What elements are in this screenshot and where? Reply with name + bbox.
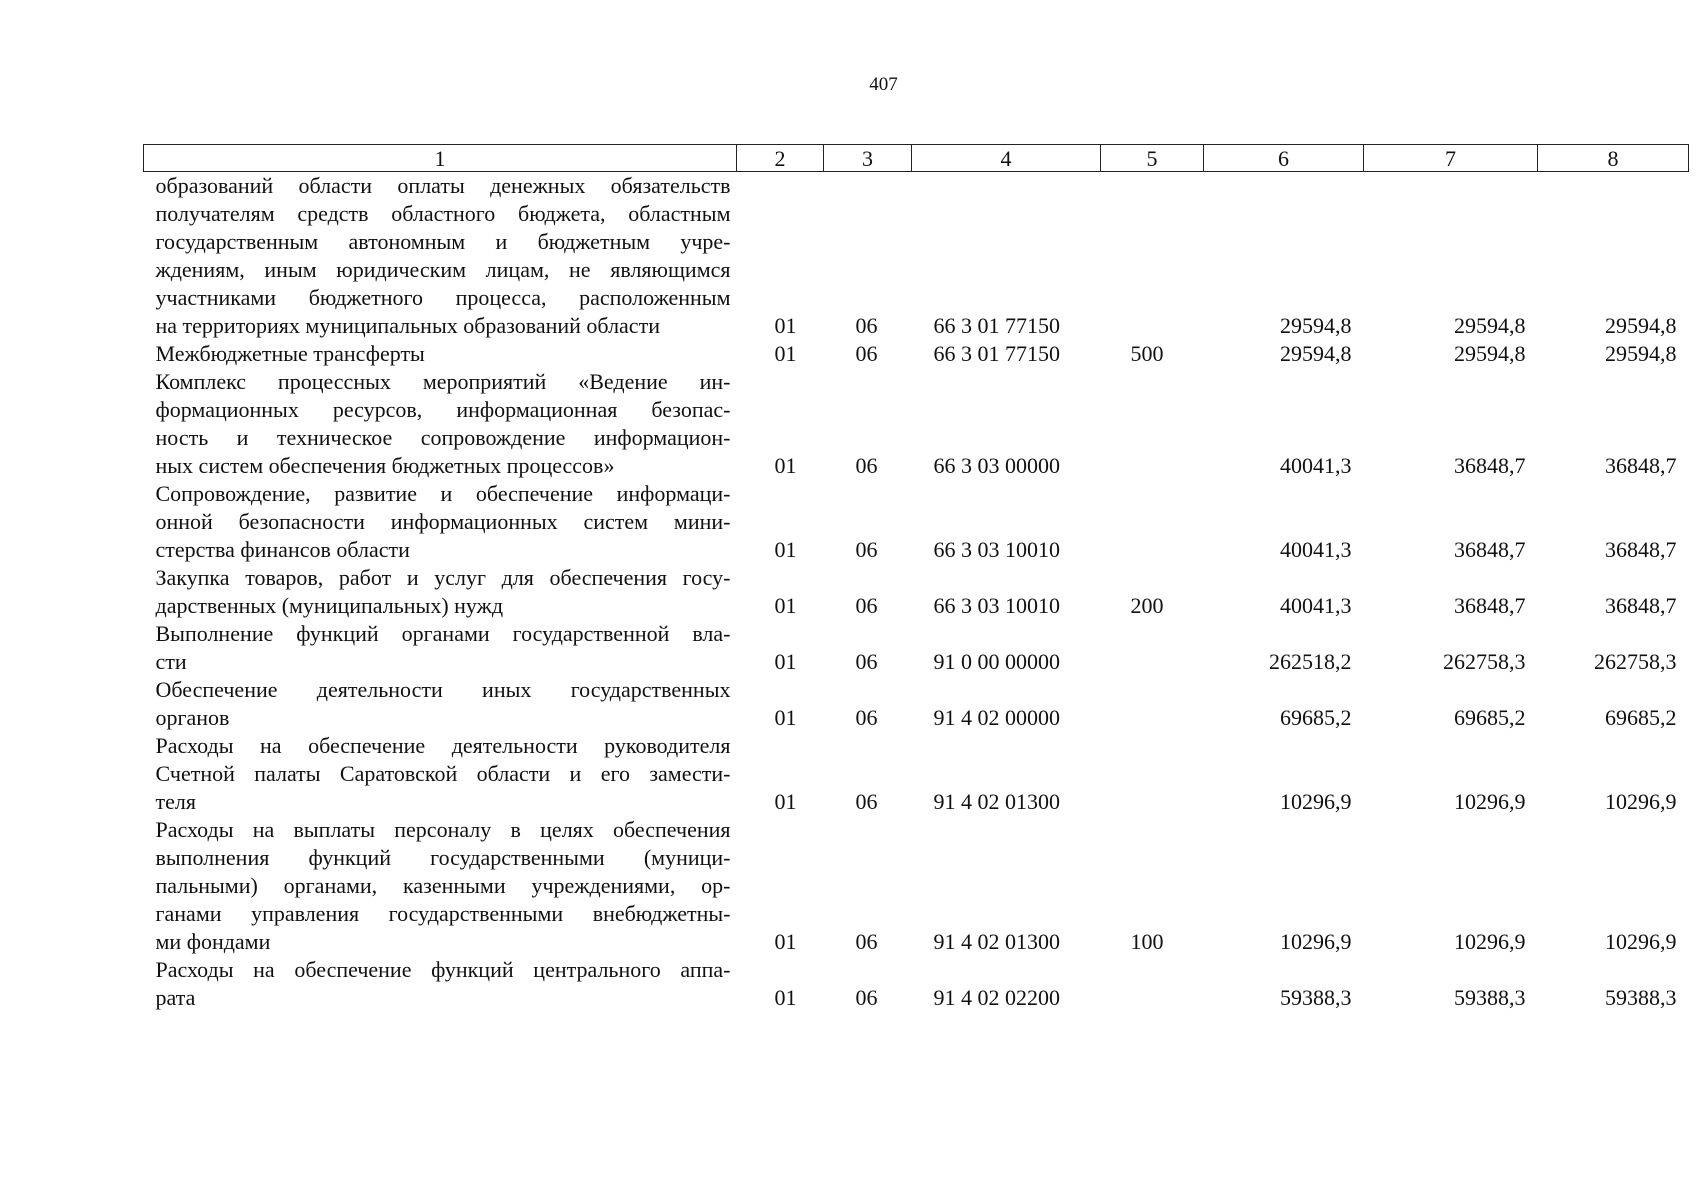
row-name-line: теля	[155, 789, 196, 814]
row-name	[144, 480, 737, 564]
expense-type-code	[1101, 620, 1204, 676]
row-name-line: получателям средств областного бюджета, областным	[155, 201, 731, 226]
table-header	[144, 145, 1689, 172]
amount-year-3: 262758,3	[1594, 649, 1677, 674]
amount-year-3: 10296,9	[1605, 929, 1677, 954]
amount-year-3: 29594,8	[1605, 313, 1677, 338]
row-name-line: участниками бюджетного процесса, расположенным	[155, 285, 731, 310]
row-name-line: рата	[155, 985, 196, 1010]
expense-type-code	[1101, 368, 1204, 480]
amount-year-3: 10296,9	[1605, 789, 1677, 814]
row-name-line: Комплекс процессных мероприятий «Ведение ин-	[155, 369, 731, 394]
header-col-3: 3	[824, 145, 912, 172]
section-code: 01	[774, 649, 797, 674]
subsection-code: 06	[855, 593, 878, 618]
expense-type-code: 500	[1130, 341, 1164, 366]
row-name	[144, 564, 737, 620]
amount-year-1: 10296,9	[1280, 789, 1352, 814]
target-article-code: 66 3 03 00000	[933, 453, 1060, 478]
table-body	[144, 172, 1689, 1013]
expense-type-code	[1101, 172, 1204, 341]
header-col-8: 8	[1538, 145, 1689, 172]
amount-year-1: 40041,3	[1280, 537, 1352, 562]
table-row	[144, 340, 1689, 368]
row-name-line: образований области оплаты денежных обязательств	[155, 173, 731, 198]
amount-year-1: 29594,8	[1280, 341, 1352, 366]
amount-year-1: 262518,2	[1269, 649, 1352, 674]
target-article-code: 91 4 02 01300	[933, 789, 1060, 814]
row-name	[144, 368, 737, 480]
row-name-line: Закупка товаров, работ и услуг для обеспечения госу-	[155, 565, 731, 590]
target-article-code: 66 3 03 10010	[933, 593, 1060, 618]
table-row	[144, 956, 1689, 1012]
row-name-line: Счетной палаты Саратовской области и его замести-	[155, 761, 731, 786]
subsection-code: 06	[855, 313, 878, 338]
row-name-line: стерства финансов области	[155, 537, 410, 562]
section-code: 01	[774, 313, 797, 338]
subsection-code: 06	[855, 453, 878, 478]
section-code: 01	[774, 593, 797, 618]
section-code: 01	[774, 341, 797, 366]
row-name-line: дарственных (муниципальных) нужд	[155, 593, 504, 618]
row-name-line: на территориях муниципальных образований области	[155, 313, 660, 338]
amount-year-3: 59388,3	[1605, 985, 1677, 1010]
amount-year-3: 29594,8	[1605, 341, 1677, 366]
subsection-code: 06	[855, 929, 878, 954]
section-code: 01	[774, 537, 797, 562]
table-row	[144, 172, 1689, 341]
header-col-4: 4	[912, 145, 1101, 172]
row-name	[144, 172, 737, 341]
table-row	[144, 676, 1689, 732]
row-name-line: формационных ресурсов, информационная безопас-	[155, 397, 731, 422]
row-name-line: органов	[155, 705, 230, 730]
amount-year-2: 36848,7	[1454, 593, 1526, 618]
subsection-code: 06	[855, 341, 878, 366]
row-name-line: ных систем обеспечения бюджетных процессов»	[155, 453, 615, 478]
page-number: 407	[869, 74, 898, 95]
row-name-line: ность и техническое сопровождение информацион-	[155, 425, 731, 450]
subsection-code: 06	[855, 985, 878, 1010]
row-name-line: ганами управления государственными внебюджетны-	[155, 901, 731, 926]
header-col-2: 2	[737, 145, 824, 172]
expense-type-code	[1101, 676, 1204, 732]
row-name-line: государственным автономным и бюджетным учре-	[155, 229, 731, 254]
row-name-line: выполнения функций государственными (муници-	[155, 845, 731, 870]
subsection-code: 06	[855, 705, 878, 730]
row-name-line: Обеспечение деятельности иных государственных	[155, 677, 731, 702]
amount-year-2: 29594,8	[1454, 313, 1526, 338]
row-name-line: сти	[155, 649, 187, 674]
row-name-line: Сопровождение, развитие и обеспечение информаци-	[155, 481, 731, 506]
header-col-1: 1	[144, 145, 737, 172]
section-code: 01	[774, 453, 797, 478]
expense-type-code	[1101, 732, 1204, 816]
section-code: 01	[774, 789, 797, 814]
row-name	[144, 340, 737, 368]
subsection-code: 06	[855, 649, 878, 674]
amount-year-2: 36848,7	[1454, 537, 1526, 562]
target-article-code: 66 3 01 77150	[933, 313, 1060, 338]
row-name	[144, 676, 737, 732]
row-name	[144, 816, 737, 956]
row-name-line: онной безопасности информационных систем мини-	[155, 509, 731, 534]
target-article-code: 91 4 02 01300	[933, 929, 1060, 954]
row-name-line: Расходы на обеспечение функций центрального аппа-	[155, 957, 731, 982]
row-name-line: ми фондами	[155, 929, 271, 954]
amount-year-3: 36848,7	[1605, 593, 1677, 618]
amount-year-3: 69685,2	[1605, 705, 1677, 730]
amount-year-1: 59388,3	[1280, 985, 1352, 1010]
amount-year-1: 40041,3	[1280, 593, 1352, 618]
target-article-code: 91 4 02 02200	[933, 985, 1060, 1010]
budget-table	[143, 144, 1689, 1012]
row-name-line: Выполнение функций органами государственной вла-	[155, 621, 731, 646]
row-name-line: пальными) органами, казенными учреждениями, ор-	[155, 873, 731, 898]
expense-type-code	[1101, 956, 1204, 1012]
section-code: 01	[774, 929, 797, 954]
amount-year-2: 29594,8	[1454, 341, 1526, 366]
row-name	[144, 620, 737, 676]
amount-year-1: 69685,2	[1280, 705, 1352, 730]
table-row	[144, 732, 1689, 816]
section-code: 01	[774, 985, 797, 1010]
target-article-code: 66 3 03 10010	[933, 537, 1060, 562]
subsection-code: 06	[855, 537, 878, 562]
amount-year-1: 29594,8	[1280, 313, 1352, 338]
header-col-7: 7	[1364, 145, 1538, 172]
amount-year-2: 59388,3	[1454, 985, 1526, 1010]
amount-year-1: 10296,9	[1280, 929, 1352, 954]
expense-type-code	[1101, 480, 1204, 564]
amount-year-2: 69685,2	[1454, 705, 1526, 730]
row-name-line: Расходы на выплаты персоналу в целях обеспечения	[155, 817, 731, 842]
row-name	[144, 956, 737, 1012]
table-row	[144, 564, 1689, 620]
amount-year-3: 36848,7	[1605, 537, 1677, 562]
amount-year-1: 40041,3	[1280, 453, 1352, 478]
subsection-code: 06	[855, 789, 878, 814]
row-name-line: ждениям, иным юридическим лицам, не являющимся	[155, 257, 731, 282]
amount-year-2: 10296,9	[1454, 789, 1526, 814]
table-row	[144, 620, 1689, 676]
row-name-line: Межбюджетные трансферты	[155, 341, 425, 366]
section-code: 01	[774, 705, 797, 730]
table-row	[144, 368, 1689, 480]
header-col-6: 6	[1204, 145, 1364, 172]
expense-type-code: 200	[1130, 593, 1164, 618]
header-col-5: 5	[1101, 145, 1204, 172]
row-name	[144, 732, 737, 816]
target-article-code: 91 0 00 00000	[933, 649, 1060, 674]
amount-year-3: 36848,7	[1605, 453, 1677, 478]
amount-year-2: 10296,9	[1454, 929, 1526, 954]
target-article-code: 66 3 01 77150	[933, 341, 1060, 366]
table-row	[144, 480, 1689, 564]
amount-year-2: 36848,7	[1454, 453, 1526, 478]
expense-type-code: 100	[1130, 929, 1164, 954]
amount-year-2: 262758,3	[1443, 649, 1526, 674]
row-name-line: Расходы на обеспечение деятельности руководителя	[155, 733, 731, 758]
table-row	[144, 816, 1689, 956]
target-article-code: 91 4 02 00000	[933, 705, 1060, 730]
header-row	[144, 145, 1689, 172]
